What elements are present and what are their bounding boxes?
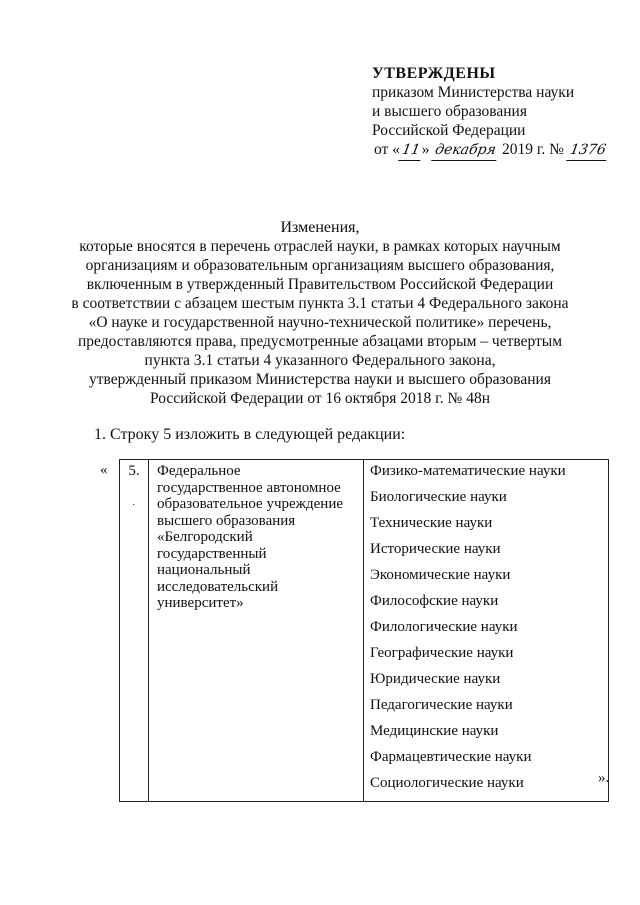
organization-line: государственное автономное bbox=[157, 479, 341, 496]
sciences-cell bbox=[364, 460, 609, 802]
sciences-list bbox=[370, 460, 608, 798]
date-month: декабря bbox=[432, 141, 500, 161]
organization-line: «Белгородский bbox=[157, 529, 253, 545]
organization-line: высшего образования bbox=[157, 512, 296, 529]
date-day: 11 bbox=[398, 141, 423, 161]
organization-line: образовательное учреждение bbox=[157, 496, 344, 512]
list-item: Исторические науки bbox=[370, 541, 501, 557]
approval-heading: УТВЕРЖДЕНЫ bbox=[372, 65, 496, 82]
table-row bbox=[120, 460, 609, 802]
changes-line: организациям и образовательным организациям высшего образования, bbox=[85, 257, 555, 274]
quote-open: « bbox=[100, 462, 108, 478]
row-number: 5. bbox=[120, 460, 149, 802]
date-year: 2019 г. № bbox=[501, 141, 564, 158]
list-item: Медицинские науки bbox=[370, 723, 499, 739]
changes-line: «О науке и государственной научно-технической политике» перечень, bbox=[88, 314, 552, 331]
approval-line: Российской Федерации bbox=[372, 122, 526, 139]
item-1-text: 1. Строку 5 изложить в следующей редакции: bbox=[94, 426, 406, 443]
list-item: Педагогические науки bbox=[370, 697, 513, 713]
organization-line: Федеральное bbox=[157, 463, 241, 479]
changes-title: Изменения, bbox=[280, 219, 360, 236]
organization-line: национальный bbox=[157, 562, 251, 578]
changes-line: которые вносятся в перечень отраслей науки, в рамках которых научным bbox=[79, 238, 561, 255]
list-item: Географические науки bbox=[370, 645, 514, 661]
list-item: Фармацевтические науки bbox=[370, 749, 532, 765]
changes-line: включенным в утвержденный Правительством Российской Федерации bbox=[86, 276, 554, 293]
changes-line: утвержденный приказом Министерства науки и высшего образования bbox=[89, 371, 551, 388]
row-table bbox=[119, 459, 609, 802]
changes-line: предоставляются права, предусмотренные абзацами вторым – четвертым bbox=[77, 333, 563, 350]
order-number: 1376 bbox=[566, 141, 609, 161]
organization-line: университет» bbox=[157, 595, 244, 611]
stray-mark: · bbox=[132, 500, 136, 511]
list-item: Социологические науки bbox=[370, 775, 524, 791]
organization-line: государственный bbox=[157, 545, 267, 562]
date-prefix: от « bbox=[374, 141, 400, 158]
quote-close: ». bbox=[598, 770, 610, 786]
changes-heading-block bbox=[40, 218, 600, 408]
approval-line: и высшего образования bbox=[372, 103, 527, 120]
list-item: Философские науки bbox=[370, 593, 499, 609]
changes-line: в соответствии с абзацем шестым пункта 3.1 статьи 4 Федерального закона bbox=[71, 295, 569, 312]
approval-block bbox=[372, 64, 607, 161]
list-item: Экономические науки bbox=[370, 567, 511, 583]
changes-line: пункта 3.1 статьи 4 указанного Федерального закона, bbox=[144, 352, 496, 369]
date-mid: » bbox=[421, 141, 430, 158]
list-item: Физико-математические науки bbox=[370, 463, 566, 479]
list-item: Филологические науки bbox=[370, 619, 518, 635]
organization-cell bbox=[149, 460, 364, 802]
approval-line: приказом Министерства науки bbox=[372, 84, 575, 101]
organization-line: исследовательский bbox=[157, 578, 279, 595]
changes-line: Российской Федерации от 16 октября 2018 г. № 48н bbox=[149, 390, 491, 407]
approval-date-line bbox=[372, 140, 607, 161]
list-item: Юридические науки bbox=[370, 671, 501, 687]
list-item: Биологические науки bbox=[370, 489, 507, 505]
list-item: Технические науки bbox=[370, 515, 493, 531]
